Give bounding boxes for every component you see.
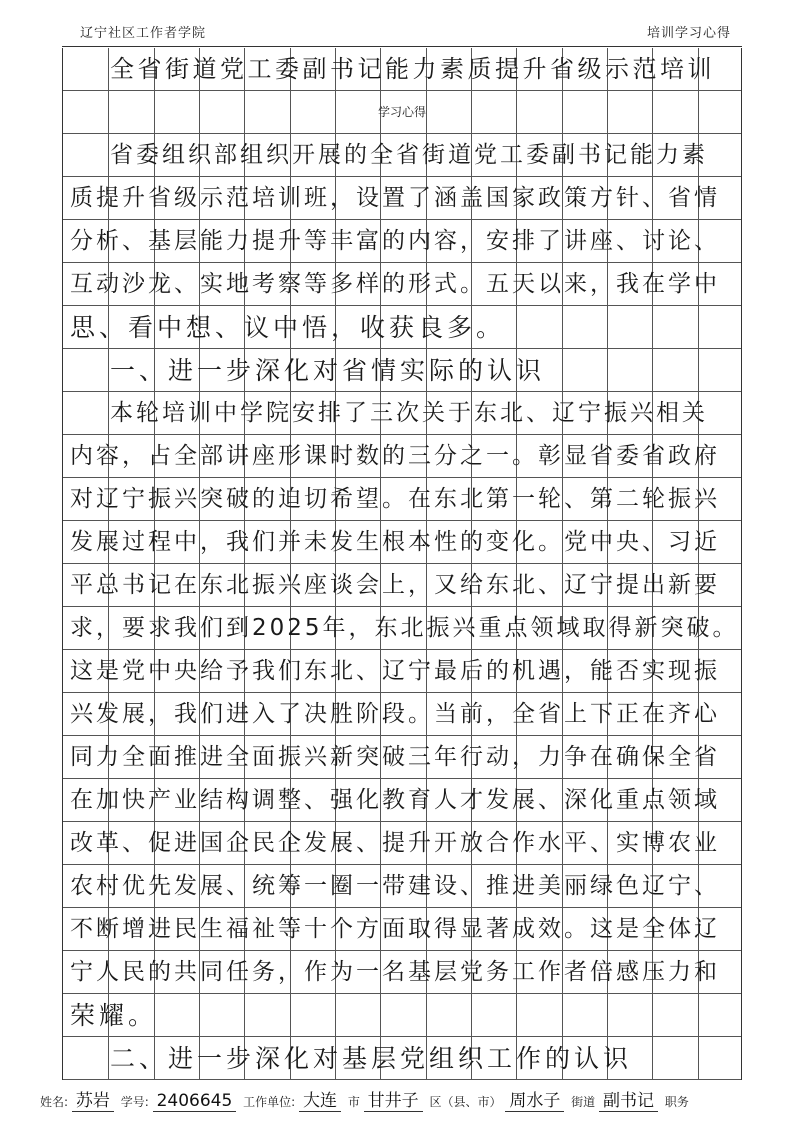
position-value: 副书记	[599, 1086, 658, 1112]
header-institute: 辽宁社区工作者学院	[80, 26, 207, 41]
essay-line: 思、看中想、议中悟，收获良多。	[70, 313, 506, 342]
essay-line: 改革、促进国企民企发展、提升开放合作水平、实博农业	[70, 830, 720, 856]
essay-line: 这是党中央给予我们东北、辽宁最后的机遇，能否实现振	[70, 658, 720, 684]
essay-line: 兴发展，我们进入了决胜阶段。当前，全省上下正在齐心	[70, 701, 720, 727]
footer-info	[40, 1086, 760, 1112]
essay-line: 本轮培训中学院安排了三次关于东北、辽宁振兴相关	[110, 400, 708, 426]
unit-label: 工作单位:	[243, 1095, 296, 1109]
id-value: 2406645	[153, 1091, 237, 1112]
city-value: 大连	[299, 1086, 341, 1112]
essay-title: 全省街道党工委副书记能力素质提升省级示范培训	[110, 55, 715, 83]
essay-line: 互动沙龙、实地考察等多样的形式。五天以来，我在学中	[70, 271, 720, 297]
district-suffix: 区（县、市）	[429, 1095, 502, 1109]
essay-line: 荣耀。	[70, 1001, 158, 1030]
district-value: 甘井子	[364, 1086, 423, 1112]
name-value: 苏岩	[72, 1086, 114, 1112]
essay-line: 农村优先发展、统筹一圈一带建设、推进美丽绿色辽宁、	[70, 873, 720, 899]
essay-line: 省委组织部组织开展的全省街道党工委副书记能力素	[110, 142, 708, 168]
essay-subtitle: 学习心得	[377, 105, 426, 119]
essay-line: 同力全面推进全面振兴新突破三年行动，力争在确保全省	[70, 744, 720, 770]
city-suffix: 市	[347, 1095, 360, 1109]
street-suffix: 街道	[571, 1095, 596, 1109]
essay-line: 平总书记在东北振兴座谈会上，又给东北、辽宁提出新要	[70, 572, 720, 598]
street-value: 周水子	[505, 1086, 564, 1112]
essay-line: 宁人民的共同任务，作为一名基层党务工作者倍感压力和	[70, 959, 720, 985]
essay-line: 质提升省级示范培训班，设置了涵盖国家政策方针、省情	[70, 185, 720, 211]
essay-line: 求，要求我们到2025年，东北振兴重点领域取得新突破。	[70, 615, 739, 641]
essay-line: 发展过程中，我们并未发生根本性的变化。党中央、习近	[70, 529, 720, 555]
top-rule	[62, 46, 742, 47]
essay-line: 内容，占全部讲座形课时数的三分之一。彰显省委省政府	[70, 443, 720, 469]
essay-line: 分析、基层能力提升等丰富的内容，安排了讲座、讨论、	[70, 228, 720, 254]
header-doc-type: 培训学习心得	[646, 26, 731, 41]
id-label: 学号:	[120, 1095, 149, 1109]
essay-line: 对辽宁振兴突破的迫切希望。在东北第一轮、第二轮振兴	[70, 486, 720, 512]
position-suffix: 职务	[664, 1095, 689, 1109]
essay-line: 一、进一步深化对省情实际的认识	[110, 356, 546, 385]
grid-row	[63, 994, 741, 1037]
essay-line: 二、进一步深化对基层党组织工作的认识	[110, 1044, 633, 1073]
name-label: 姓名:	[40, 1095, 69, 1109]
essay-line: 不断增进民生福祉等十个方面取得显著成效。这是全体辽	[70, 916, 720, 942]
essay-line: 在加快产业结构调整、强化教育人才发展、深化重点领域	[70, 787, 720, 813]
